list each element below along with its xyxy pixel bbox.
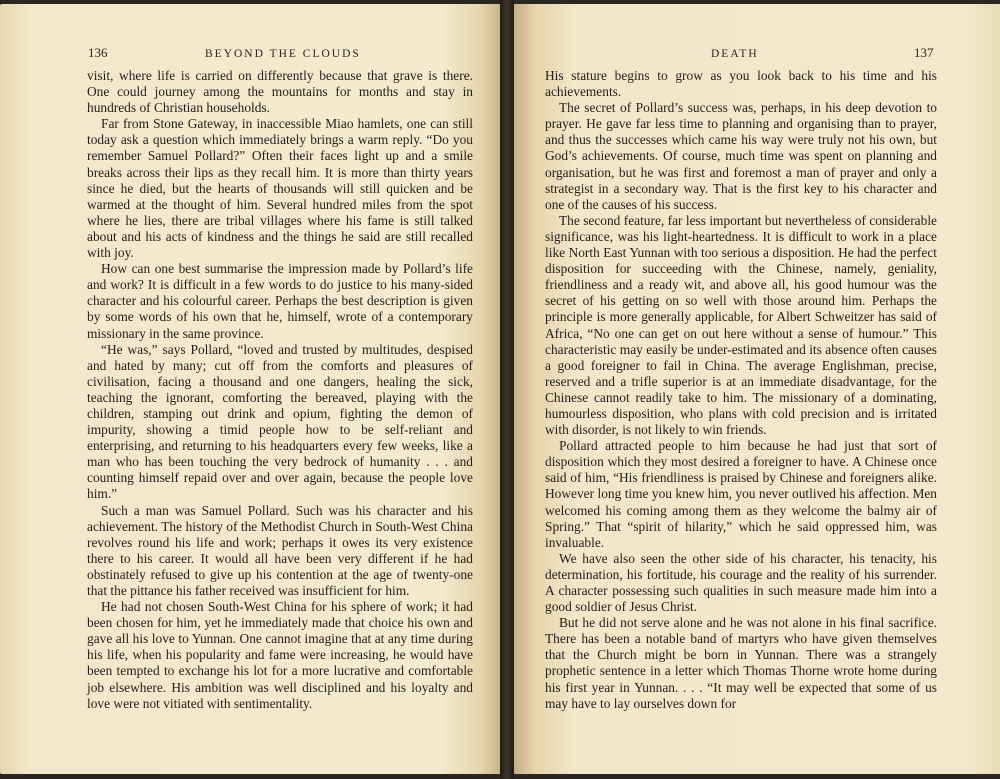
page-number: 136 (88, 45, 108, 60)
left-page (0, 4, 506, 774)
paragraph: Pollard attracted people to him because he had just that sort of disposition which they most desired a foreigner to have. A Chinese once said of him, “His friendliness is praised by Chinese and foreigners alike. However long time you knew him, you never outlived his affection. Men welcomed his coming among them as they welcome the balmy air of Spring.” That “spirit of hilarity,” which he said oppressed him, was invaluable. (545, 438, 937, 550)
paragraph: visit, where life is carried on differently because that grave is there. One could journey among the mountains for months and stay in hundreds of Christian households. (87, 68, 473, 116)
paragraph: But he did not serve alone and he was not alone in his final sacrifice. There has been a notable band of martyrs who have given themselves that the Church might be born in Yunnan. There was a strangely prophetic sentence in a letter which Thomas Thorne wrote home during his first year in Yunnan. . . . “It may well be expected that some of us may have to lay ourselves down for (545, 615, 937, 711)
paragraph: “He was,” says Pollard, “loved and trusted by multitudes, despised and hated by many; cut off from the comforts and pleasures of civilisation, facing a thousand and one dangers, healing the sick, teaching the ignorant, comforting the bereaved, playing with the children, stamping out drink and opium, fighting the demon of impurity, showing a timid people how to be self-reliant and enterprising, and returning to his headquarters every few weeks, like a man who has been touching the very bedrock of humanity . . . and counting himself repaid over and over again, because the people love him.” (87, 341, 473, 502)
book-spine (500, 0, 514, 779)
running-head: BEYOND THE CLOUDS (205, 48, 361, 60)
paragraph: How can one best summarise the impression made by Pollard’s life and work? It is difficult in a few words to do justice to his many-sided character and his colourful career. Perhaps the best description is given by some words of his own that he, himself, wrote of a contemporary missionary in the same province. (87, 261, 473, 341)
paragraph: The second feature, far less important but nevertheless of considerable significance, was his light-heartedness. It is difficult to work in a place like North East Yunnan with too serious a disposition. He had the perfect disposition for succeeding with the Chinese, namely, geniality, friendliness and a ready wit, and above all, his good humour was the secret of his getting on so well with those around him. Perhaps the principle is more generally applicable, for Albert Schweitzer has said of Africa, “No one can get on out here without a sense of humour.” This characteristic may easily be under-estimated and its absence often causes a good foreigner to fail in China. The average Englishman, precise, reserved and a trifle superior is at an immediate disadvantage, for the Chinese cannot readily take to him. The missionary of a dominating, humourless disposition, who plans with cold precision and is irritated with disorder, is not likely to win friends. (545, 212, 937, 438)
paragraph: The secret of Pollard’s success was, perhaps, in his deep devotion to prayer. He gave far less time to planning and organising than to prayer, and thus the successes which came his way were truly not his own, but God’s achievements. Of course, much time was spent on planning and organisation, but he was first and foremost a man of prayer and only a strategist in a secondary way. That is the first key to his character and one of the causes of his success. (545, 100, 937, 212)
page-body (545, 68, 937, 712)
right-page (506, 4, 1000, 774)
running-head: DEATH (711, 48, 759, 60)
page-body (87, 68, 473, 712)
paragraph: He had not chosen South-West China for his sphere of work; it had been chosen for him, yet he immediately made that choice his own and gave all his love to Yunnan. One cannot imagine that at any time during his life, when his popularity and fame were increasing, he would have been tempted to exchange his lot for a more lucrative and comfortable job elsewhere. His ambition was well disciplined and his loyalty and love were not vitiated with sentimentality. (87, 599, 473, 711)
paragraph: His stature begins to grow as you look back to his time and his achievements. (545, 68, 937, 100)
page-number: 137 (914, 45, 934, 60)
paragraph: We have also seen the other side of his character, his tenacity, his determination, his fortitude, his courage and the reality of his surrender. A character possessing such qualities in such measure made him into a good soldier of Jesus Christ. (545, 550, 937, 615)
paragraph: Far from Stone Gateway, in inaccessible Miao hamlets, one can still today ask a question which immediately brings a warm reply. “Do you remember Samuel Pollard?” Often their faces light up and a smile breaks across their lips as they recall him. It is more than thirty years since he died, but the hearts of thousands will still quicken and be warmed at the thought of him. Several hundred miles from the spot where he lies, there are tribal villages where his fame is still talked about and his acts of kindness and the things he said are still recalled with joy. (87, 116, 473, 261)
paragraph: Such a man was Samuel Pollard. Such was his character and his achievement. The history of the Methodist Church in South-West China revolves round his life and work; perhaps it owes its very existence there to his career. It would all have been very different if he had obstinately refused to give up his contention at the age of twenty-one that the pittance his father received was insufficient for him. (87, 502, 473, 598)
